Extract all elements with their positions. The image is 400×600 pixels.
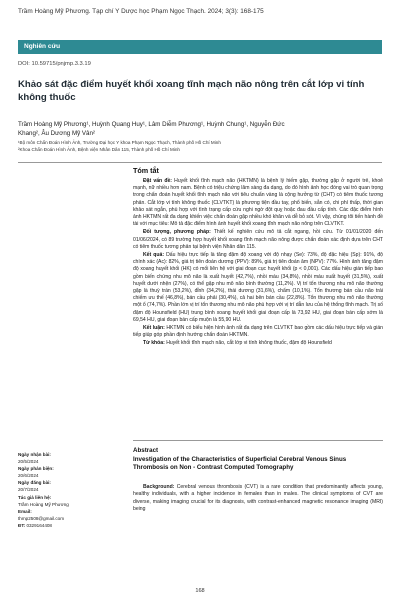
- abstract-results: [133, 252, 383, 324]
- revised-date: 20/6/2024: [18, 473, 39, 479]
- phone-label: ĐT:: [18, 522, 26, 528]
- journal-citation: Trầm Hoàng Mỹ Phương. Tạp chí Y Dược học Phạm Ngọc Thạch. 2024; 3(3): 168-175: [18, 8, 264, 15]
- abstract-results-text: Dấu hiệu trực tiếp là tăng đậm độ xoang với độ nhạy (Se): 73%, độ đặc hiệu (Sp): 91%, độ chính xác (Ac): 82%, giá trị tiên đoán dương (PPV): 89%, giá trị tiên đoán âm (NPV): 77%. Hình ảnh tăng đậm độ xoang huyết khối (HK) có mối liên hệ với giai đoạn cục huyết khối (p < 0,001). Các dấu hiệu gián tiếp bao gồm biến chứng nhu mô não là xuất huyết (42,7%), nhồi máu (34,8%), nhồi máu xuất huyết (31,5%), xuất huyết dưới nhện (27%), có thể gặp nhu mô não bình thường (11,2%). Vị trí tổn thương nhu mô não thường gặp là thuỳ trán (53,2%), đỉnh (34,2%), thái dương (31,6%), chẩm (10,1%). Tổn thương bán cầu não trái chiếm ưu thế (46,8%), bán cầu phải (30,4%), cả hai bên bán cầu (22,8%). Tổn thương nhu mô não thường một ổ (74,7%). Phần lớn vị trí tổn thương nhu mô não phù hợp với vị trí dẫn lưu của hệ thống tĩnh mạch. Trị số đậm độ Hounsfield (HU) trung bình xoang huyết khối giai đoạn cấp là 73,92 HU, giai đoạn bán cấp sớm là 69,54 HU, giai đoạn bán cấp muộn là 55,90 HU.: [133, 252, 383, 323]
- abstract-methods: [133, 229, 383, 251]
- abstract-background-text: Huyết khối tĩnh mạch não (HKTMN) là bệnh lý hiếm gặp, thường gặp ở người trẻ, khoẻ mạnh, nữ nhiều hơn nam. Bệnh có triệu chứng lâm sàng đa dạng, do đó hình ảnh học đóng vai trò quan trọng trong chẩn đoán huyết khối tĩnh mạch não với tiêu chuẩn vàng là cộng hưởng từ (CHT) có tiêm thuốc tương phản. Cắt lớp vi tính không thuốc (CLVTKT) là phương tiện đầu tay, phổ biến, sẵn có, chi phí thấp, thời gian khảo sát ngắn, phù hợp với tình trạng cấp cứu nghi ngờ đột quỵ hoặc đau đầu cấp tính. Các đặc điểm hình ảnh HKTMN rất đa dạng khiến việc chẩn đoán gặp nhiều khó khăn và dễ bỏ sót. Vì vậy, chúng tôi tiến hành đề tài với mục tiêu: Mô tả đặc điểm hình ảnh huyết khối xoang tĩnh mạch não nông trên CLVTKT.: [133, 178, 383, 228]
- english-background-text: Cerebral venous thrombosis (CVT) is a rare condition that predominantly affects young, healthy individuals, with a higher incidence in females than in males. The clinical symptoms of CVT are diverse, making imaging crucial for its diagnosis, with contrast-enhanced magnetic resonance imaging (MRI) being: [133, 484, 383, 512]
- keywords-label: Từ khóa:: [143, 340, 165, 347]
- abstract-methods-label: Đối tượng, phương pháp:: [143, 229, 211, 236]
- abstract-keywords: [133, 340, 383, 347]
- accepted-date: 20/7/2024: [18, 487, 39, 493]
- doi-line[interactable]: DOI: 10.59715/pnjmp.3.3.19: [18, 61, 91, 67]
- abstract-background-label: Đặt vấn đề:: [143, 178, 172, 184]
- contact-label: Tác giả liên hệ:: [18, 494, 52, 500]
- contact-phone: 0329164408: [26, 522, 52, 528]
- author-line-1: Trầm Hoàng Mỹ Phương¹, Huỳnh Quang Huy¹, Lâm Diễm Phương¹, Huỳnh Chung¹, Nguyễn Đức: [18, 121, 285, 128]
- revised-label: Ngày phản biện:: [18, 466, 54, 472]
- abstract-heading: Tóm tắt: [133, 166, 159, 175]
- contact-phone-row: [18, 523, 118, 530]
- abstract-conclusion: [133, 325, 383, 339]
- affiliation-1: ¹Bộ môn Chẩn Đoán Hình Ảnh, Trường Đại học Y khoa Phạm Ngọc Thạch, Thành phố Hồ Chí Minh: [18, 140, 221, 145]
- article-metadata: [18, 452, 118, 530]
- section-label: Nghiên cứu: [24, 43, 61, 50]
- author-line-2: Khang², Âu Dương Mỹ Vân²: [18, 130, 95, 137]
- header-divider: [18, 162, 382, 163]
- accepted-label: Ngày đăng bài:: [18, 480, 51, 486]
- contact-email[interactable]: thmp2508@gmail.com: [18, 515, 65, 521]
- vietnamese-abstract: [133, 178, 383, 349]
- english-background-label: Background:: [143, 484, 175, 490]
- received-label: Ngày nhận bài:: [18, 452, 51, 457]
- affiliation-2: ²Khoa Chẩn Đoán Hình Ảnh, Bệnh viện Nhân Dân 115, Thành phố Hồ Chí Minh: [18, 147, 180, 152]
- received-date: 20/5/2024: [18, 459, 39, 465]
- author-list: [18, 120, 382, 138]
- abstract-conclusion-label: Kết luận:: [143, 325, 165, 332]
- english-divider: [133, 440, 383, 441]
- article-title: Khảo sát đặc điểm huyết khối xoang tĩnh mạch não nông trên cắt lớp vi tính không thuốc: [18, 79, 365, 103]
- abstract-background: [133, 178, 383, 228]
- english-abstract-label: Abstract: [133, 447, 159, 454]
- english-background: [133, 484, 383, 513]
- abstract-conclusion-text: HKTMN có biểu hiện hình ảnh rất đa dạng trên CLVTKT bao gồm các dấu hiệu trực tiếp và gián tiếp giúp góp phần định hướng chẩn đoán HKTMN.: [133, 325, 384, 339]
- abstract-results-label: Kết quả:: [143, 252, 165, 259]
- page-number: 168: [195, 588, 205, 594]
- english-title: Investigation of the Characteristics of Superficial Cerebral Venous Sinus Thrombosis on Non - Contrast Computed Tomography: [133, 456, 347, 472]
- contact-name: Trầm Hoàng Mỹ Phương: [18, 501, 69, 507]
- section-band: [18, 40, 382, 54]
- keywords-text: Huyết khối tĩnh mạch não, cắt lớp vi tính không thuốc, đậm độ Hounsfield: [166, 340, 332, 347]
- abstract-methods-text: Thiết kế nghiên cứu mô tả cắt ngang, hồi cứu. Từ 01/01/2020 đến 01/06/2024, có 89 trường hợp huyết khối xoang tĩnh mạch não nông được chẩn đoán xác định dựa trên CHT có tiêm thuốc tương phản tại bệnh viện Nhân dân 115.: [133, 229, 383, 250]
- email-label: Email:: [18, 508, 32, 514]
